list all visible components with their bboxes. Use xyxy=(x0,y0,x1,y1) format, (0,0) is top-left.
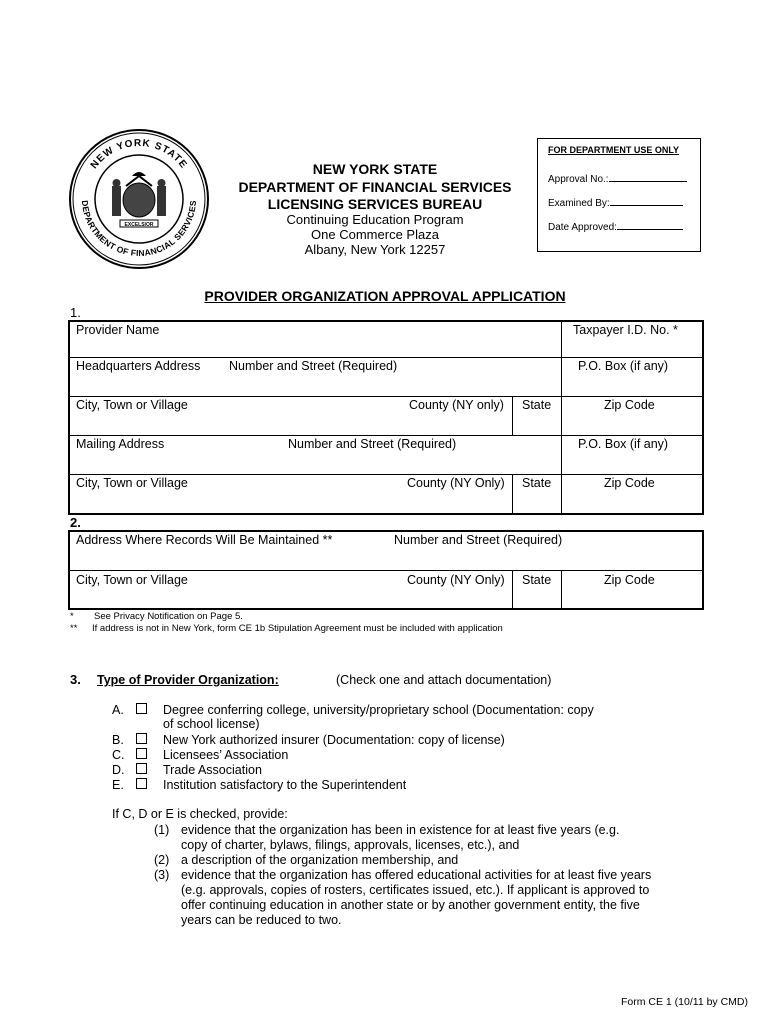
mailing-county-field[interactable]: County (NY Only) xyxy=(407,476,505,490)
mailing-po-box-field[interactable]: P.O. Box (if any) xyxy=(578,437,669,451)
records-county-field[interactable]: County (NY Only) xyxy=(407,573,505,587)
records-city-field[interactable]: City, Town or Village xyxy=(76,573,188,587)
svg-text:EXCELSIOR: EXCELSIOR xyxy=(124,222,154,228)
footnote-double-star: ** xyxy=(70,623,78,634)
hq-city-field[interactable]: City, Town or Village xyxy=(76,398,188,412)
option-e-checkbox[interactable] xyxy=(136,778,147,789)
hq-state-field[interactable]: State xyxy=(522,398,552,412)
program-name: Continuing Education Program xyxy=(286,212,464,227)
mailing-city-field[interactable]: City, Town or Village xyxy=(76,476,188,490)
section-3-number: 3. xyxy=(70,672,81,687)
hq-county-field[interactable]: County (NY only) xyxy=(409,398,504,412)
item-3-text-cont-1: (e.g. approvals, copies of rosters, certificates issued, etc.). If applicant is approved to xyxy=(181,883,650,897)
option-d-checkbox[interactable] xyxy=(136,763,147,774)
item-3-text-cont-2: offer continuing education in another state or by another government entity, the five xyxy=(181,898,640,912)
date-approved-field[interactable]: Date Approved: xyxy=(548,220,683,233)
option-d-text: Trade Association xyxy=(163,763,262,777)
mailing-state-field[interactable]: State xyxy=(522,476,552,490)
mailing-zip-field[interactable]: Zip Code xyxy=(604,476,655,490)
records-address-label: Address Where Records Will Be Maintained ** xyxy=(76,533,333,547)
section-2-number: 2. xyxy=(70,515,81,530)
option-a-text-cont: of school license) xyxy=(163,717,260,731)
city-address: Albany, New York 12257 xyxy=(304,242,446,257)
svg-text:DEPARTMENT OF FINANCIAL SERVIC: DEPARTMENT OF FINANCIAL SERVICES xyxy=(79,199,199,259)
section-3-title: Type of Provider Organization: xyxy=(97,673,279,687)
item-1-text: evidence that the organization has been in existence for at least five years (e.g. xyxy=(181,823,620,837)
mailing-address-label: Mailing Address xyxy=(76,437,165,451)
item-1-text-cont: copy of charter, bylaws, filings, approvals, licenses, etc.), and xyxy=(181,838,520,852)
option-b-letter: B. xyxy=(112,733,124,747)
provider-name-field[interactable]: Provider Name xyxy=(76,323,160,337)
item-3-number: (3) xyxy=(154,868,170,882)
item-2-number: (2) xyxy=(154,853,170,867)
examined-by-field[interactable]: Examined By: xyxy=(548,196,683,209)
bureau-name: LICENSING SERVICES BUREAU xyxy=(267,196,483,212)
item-3-text-cont-3: years can be reduced to two. xyxy=(181,913,342,927)
taxpayer-id-field[interactable]: Taxpayer I.D. No. * xyxy=(573,323,678,337)
footnote-privacy: See Privacy Notification on Page 5. xyxy=(94,611,243,622)
item-3-text: evidence that the organization has offered educational activities for at least five years xyxy=(181,868,652,882)
department-use-title: FOR DEPARTMENT USE ONLY xyxy=(548,145,680,155)
records-zip-field[interactable]: Zip Code xyxy=(604,573,655,587)
state-seal-logo xyxy=(68,128,210,270)
state-name: NEW YORK STATE xyxy=(312,161,438,177)
option-b-checkbox[interactable] xyxy=(136,733,147,744)
footnote-star: * xyxy=(70,611,74,622)
mailing-street-field[interactable]: Number and Street (Required) xyxy=(288,437,457,451)
approval-number-field[interactable]: Approval No.: xyxy=(548,172,687,185)
option-a-checkbox[interactable] xyxy=(136,703,147,714)
hq-street-field[interactable]: Number and Street (Required) xyxy=(229,359,398,373)
section-3-instruction: (Check one and attach documentation) xyxy=(336,673,552,687)
option-d-letter: D. xyxy=(112,763,125,777)
department-use-box xyxy=(537,138,701,252)
hq-po-box-field[interactable]: P.O. Box (if any) xyxy=(578,359,669,373)
if-checked-instruction: If C, D or E is checked, provide: xyxy=(112,807,288,821)
option-a-text: Degree conferring college, university/proprietary school (Documentation: copy xyxy=(163,703,594,717)
form-id-footer: Form CE 1 (10/11 by CMD) xyxy=(621,996,748,1008)
records-state-field[interactable]: State xyxy=(522,573,552,587)
records-street-field[interactable]: Number and Street (Required) xyxy=(394,533,563,547)
department-name: DEPARTMENT OF FINANCIAL SERVICES xyxy=(238,179,512,195)
option-c-letter: C. xyxy=(112,748,125,762)
option-a-letter: A. xyxy=(112,703,124,717)
svg-text:NEW YORK STATE: NEW YORK STATE xyxy=(88,137,190,171)
item-2-text: a description of the organization membership, and xyxy=(181,853,459,867)
option-e-text: Institution satisfactory to the Superintendent xyxy=(163,778,407,792)
hq-address-label: Headquarters Address xyxy=(76,359,201,373)
section-1-number: 1. xyxy=(70,305,81,320)
item-1-number: (1) xyxy=(154,823,170,837)
option-e-letter: E. xyxy=(112,778,124,792)
option-c-text: Licensees’ Association xyxy=(163,748,289,762)
street-address: One Commerce Plaza xyxy=(311,227,439,242)
option-c-checkbox[interactable] xyxy=(136,748,147,759)
option-b-text: New York authorized insurer (Documentation: copy of license) xyxy=(163,733,505,747)
form-title: PROVIDER ORGANIZATION APPROVAL APPLICATION xyxy=(204,288,566,304)
hq-zip-field[interactable]: Zip Code xyxy=(604,398,655,412)
footnote-stipulation: If address is not in New York, form CE 1b Stipulation Agreement must be included with application xyxy=(92,623,503,634)
